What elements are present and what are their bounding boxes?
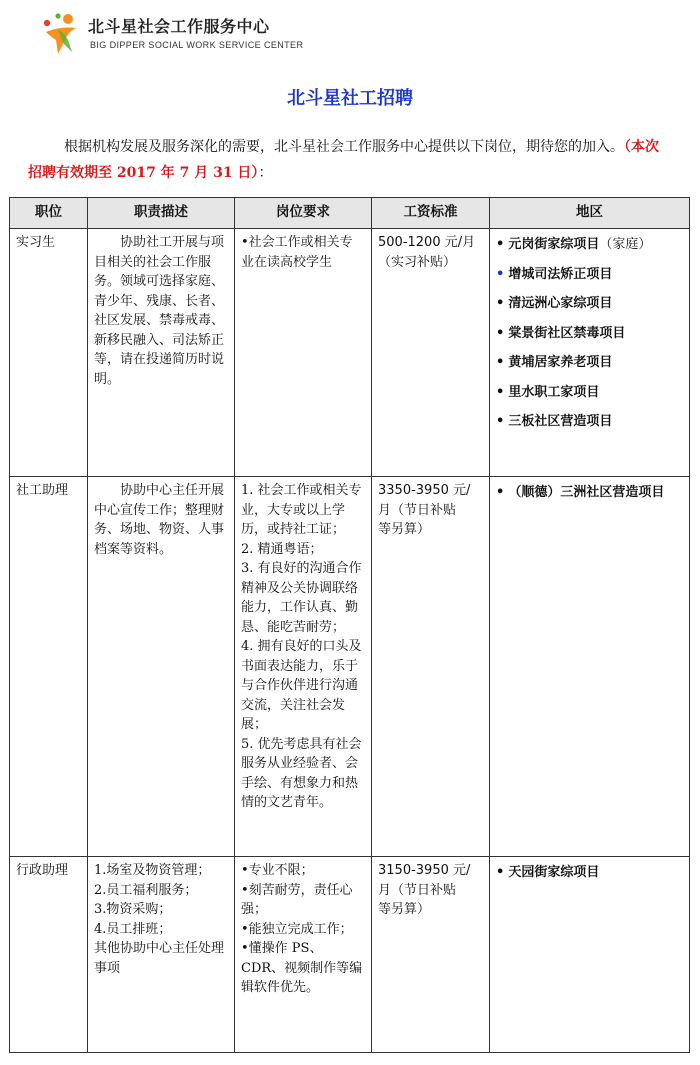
- salary-cell: [372, 857, 490, 1053]
- duties-item: 1.场室及物资管理；: [94, 863, 211, 878]
- salary-range: 3150-3950 元/: [378, 863, 471, 878]
- requirement-item: •专业不限；: [241, 863, 314, 878]
- duties-cell: [88, 229, 235, 477]
- salary-note: 月（节日补贴: [378, 882, 457, 898]
- table-row: [10, 477, 690, 857]
- salary-cell: [372, 229, 490, 477]
- salary-cell: [372, 477, 490, 857]
- requirement-item: •能独立完成工作；: [241, 921, 353, 937]
- intro-text: 根据机构发展及服务深化的需要，北斗星社会工作服务中心提供以下岗位，期待您的加入。: [64, 139, 624, 155]
- bullet-icon: •: [496, 865, 505, 880]
- star-figure-icon: [38, 10, 86, 56]
- duties-cell: [88, 477, 235, 857]
- bullet-icon: •: [496, 384, 505, 400]
- org-name-en: BIG DIPPER SOCIAL WORK SERVICE CENTER: [90, 40, 304, 50]
- intro-paragraph: [28, 134, 664, 186]
- job-table: [9, 197, 690, 1053]
- salary-note: 月（节日补贴: [378, 502, 457, 518]
- header-position: 职位: [10, 198, 88, 229]
- salary-note: （实习补贴）: [378, 254, 457, 270]
- requirements-cell: [235, 477, 372, 857]
- duties-text: 协助社工开展与项目相关的社会工作服务。领域可选择家庭、青少年、残康、长者、社区发展、禁毒戒毒、新移民融入、司法矫正等，请在投递简历时说明。: [94, 235, 225, 387]
- duties-cell: [88, 857, 235, 1053]
- duties-item: 其他协助中心主任处理事项: [94, 941, 225, 976]
- bullet-icon: •: [496, 414, 505, 429]
- intro-deadline: （本次招聘有效期至 2017 年 7 月 31 日）: [28, 139, 659, 181]
- salary-note: 等另算）: [378, 902, 431, 917]
- requirement-item: •刻苦耐劳，责任心强；: [241, 882, 353, 917]
- area-item: • 清远洲心家综项目: [496, 296, 613, 311]
- duties-item: 3.物资采购；: [94, 902, 172, 917]
- bullet-icon: •: [496, 355, 505, 370]
- salary-range: 500-1200 元/月: [378, 235, 476, 250]
- position-cell: 行政助理: [10, 857, 88, 1053]
- requirement-item: 2. 精通粤语；: [241, 541, 323, 557]
- area-item: • 三板社区营造项目: [496, 414, 613, 429]
- page-title: 北斗星社工招聘: [287, 88, 413, 109]
- duties-item: 4.员工排班；: [94, 921, 172, 937]
- area-item: • 里水职工家项目: [496, 384, 600, 400]
- table-header-row: [10, 198, 690, 229]
- area-item: • 元岗街家综项目（家庭）: [496, 237, 652, 252]
- requirements-cell: [235, 857, 372, 1053]
- requirement-item: 3. 有良好的沟通合作精神及公关协调联络能力，工作认真、勤恳、能吃苦耐劳；: [241, 561, 362, 635]
- requirement-item: 1. 社会工作或相关专业，大专或以上学历，或持社工证；: [241, 483, 362, 537]
- salary-note: 等另算）: [378, 522, 431, 537]
- area-item: • （顺德）三洲社区营造项目: [496, 485, 665, 500]
- bullet-icon: •: [496, 266, 505, 282]
- area-item: • 天园街家综项目: [496, 865, 600, 880]
- area-cell: [490, 477, 690, 857]
- salary-range: 3350-3950 元/: [378, 483, 471, 498]
- org-name-cn: 北斗星社会工作服务中心: [88, 17, 270, 36]
- area-item: • 增城司法矫正项目: [496, 266, 613, 282]
- requirement-item: 5. 优先考虑具有社会服务从业经验者、会手绘、有想象力和热情的文艺青年。: [241, 736, 362, 810]
- org-logo: [38, 10, 328, 58]
- bullet-icon: •: [496, 237, 505, 252]
- header-duties: 职责描述: [88, 198, 235, 229]
- area-cell: [490, 857, 690, 1053]
- header-requirements: 岗位要求: [235, 198, 372, 229]
- position-cell: 实习生: [10, 229, 88, 477]
- bullet-icon: •: [496, 296, 505, 311]
- position-cell: 社工助理: [10, 477, 88, 857]
- table-row: [10, 857, 690, 1053]
- area-cell: [490, 229, 690, 477]
- bullet-icon: •: [496, 485, 505, 500]
- bullet-icon: •: [496, 325, 505, 341]
- duties-item: 2.员工福利服务；: [94, 882, 198, 898]
- requirements-cell: [235, 229, 372, 477]
- table-row: [10, 229, 690, 477]
- duties-text: 协助中心主任开展中心宣传工作；整理财务、场地、物资、人事档案等资料。: [94, 483, 225, 557]
- requirement-item: •社会工作或相关专业在读高校学生: [241, 235, 353, 270]
- header-salary: 工资标准: [372, 198, 490, 229]
- area-item: • 黄埔居家养老项目: [496, 355, 613, 370]
- requirement-item: •懂操作 PS、CDR、视频制作等编辑软件优先。: [241, 941, 363, 995]
- area-item: • 棠景街社区禁毒项目: [496, 325, 626, 341]
- requirement-item: 4. 拥有良好的口头及书面表达能力，乐于与合作伙伴进行沟通交流，关注社会发展；: [241, 639, 362, 732]
- header-area: 地区: [490, 198, 690, 229]
- intro-end: ：: [258, 165, 273, 181]
